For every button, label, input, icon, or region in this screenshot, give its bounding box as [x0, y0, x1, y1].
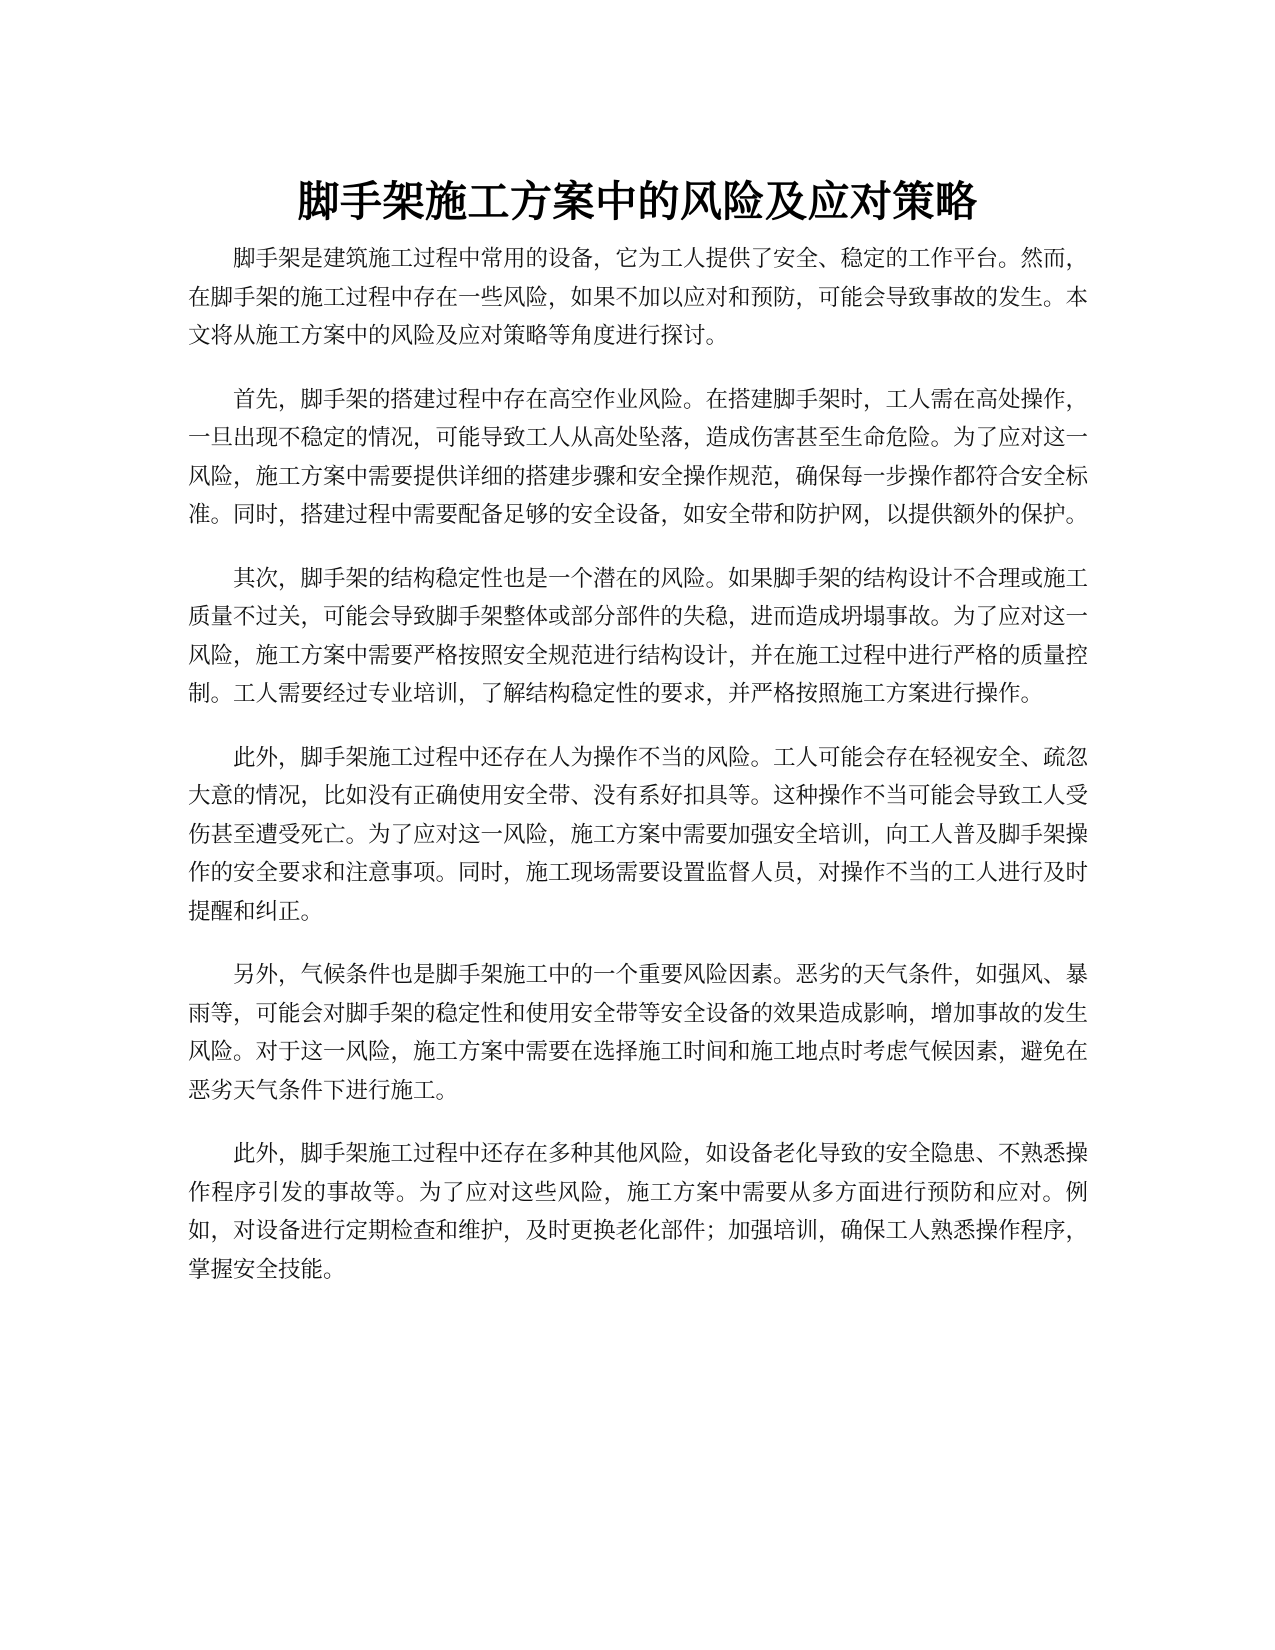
paragraph-5: 另外，气候条件也是脚手架施工中的一个重要风险因素。恶劣的天气条件，如强风、暴雨等，可能会对脚手架的稳定性和使用安全带等安全设备的效果造成影响，增加事故的发生风险。对于这一风险，施工方案中需要在选择施工时间和施工地点时考虑气候因素，避免在恶劣天气条件下进行施工。	[188, 962, 1089, 1104]
document-title: 脚手架施工方案中的风险及应对策略	[297, 177, 978, 227]
paragraph-3: 其次，脚手架的结构稳定性也是一个潜在的风险。如果脚手架的结构设计不合理或施工质量不过关，可能会导致脚手架整体或部分部件的失稳，进而造成坍塌事故。为了应对这一风险，施工方案中需要严格按照安全规范进行结构设计，并在施工过程中进行严格的质量控制。工人需要经过专业培训，了解结构稳定性的要求，并严格按照施工方案进行操作。	[188, 565, 1089, 707]
paragraph-1: 脚手架是建筑施工过程中常用的设备，它为工人提供了安全、稳定的工作平台。然而，在脚手架的施工过程中存在一些风险，如果不加以应对和预防，可能会导致事故的发生。本文将从施工方案中的风险及应对策略等角度进行探讨。	[188, 246, 1089, 349]
document-body	[188, 240, 1088, 1314]
paragraph-4: 此外，脚手架施工过程中还存在人为操作不当的风险。工人可能会存在轻视安全、疏忽大意的情况，比如没有正确使用安全带、没有系好扣具等。这种操作不当可能会导致工人受伤甚至遭受死亡。为了应对这一风险，施工方案中需要加强安全培训，向工人普及脚手架操作的安全要求和注意事项。同时，施工现场需要设置监督人员，对操作不当的工人进行及时提醒和纠正。	[188, 744, 1089, 925]
paragraph-2: 首先，脚手架的搭建过程中存在高空作业风险。在搭建脚手架时，工人需在高处操作，一旦出现不稳定的情况，可能导致工人从高处坠落，造成伤害甚至生命危险。为了应对这一风险，施工方案中需要提供详细的搭建步骤和安全操作规范，确保每一步操作都符合安全标准。同时，搭建过程中需要配备足够的安全设备，如安全带和防护网，以提供额外的保护。	[188, 386, 1089, 528]
paragraph-6: 此外，脚手架施工过程中还存在多种其他风险，如设备老化导致的安全隐患、不熟悉操作程序引发的事故等。为了应对这些风险，施工方案中需要从多方面进行预防和应对。例如，对设备进行定期检查和维护，及时更换老化部件；加强培训，确保工人熟悉操作程序，掌握安全技能。	[188, 1141, 1089, 1283]
